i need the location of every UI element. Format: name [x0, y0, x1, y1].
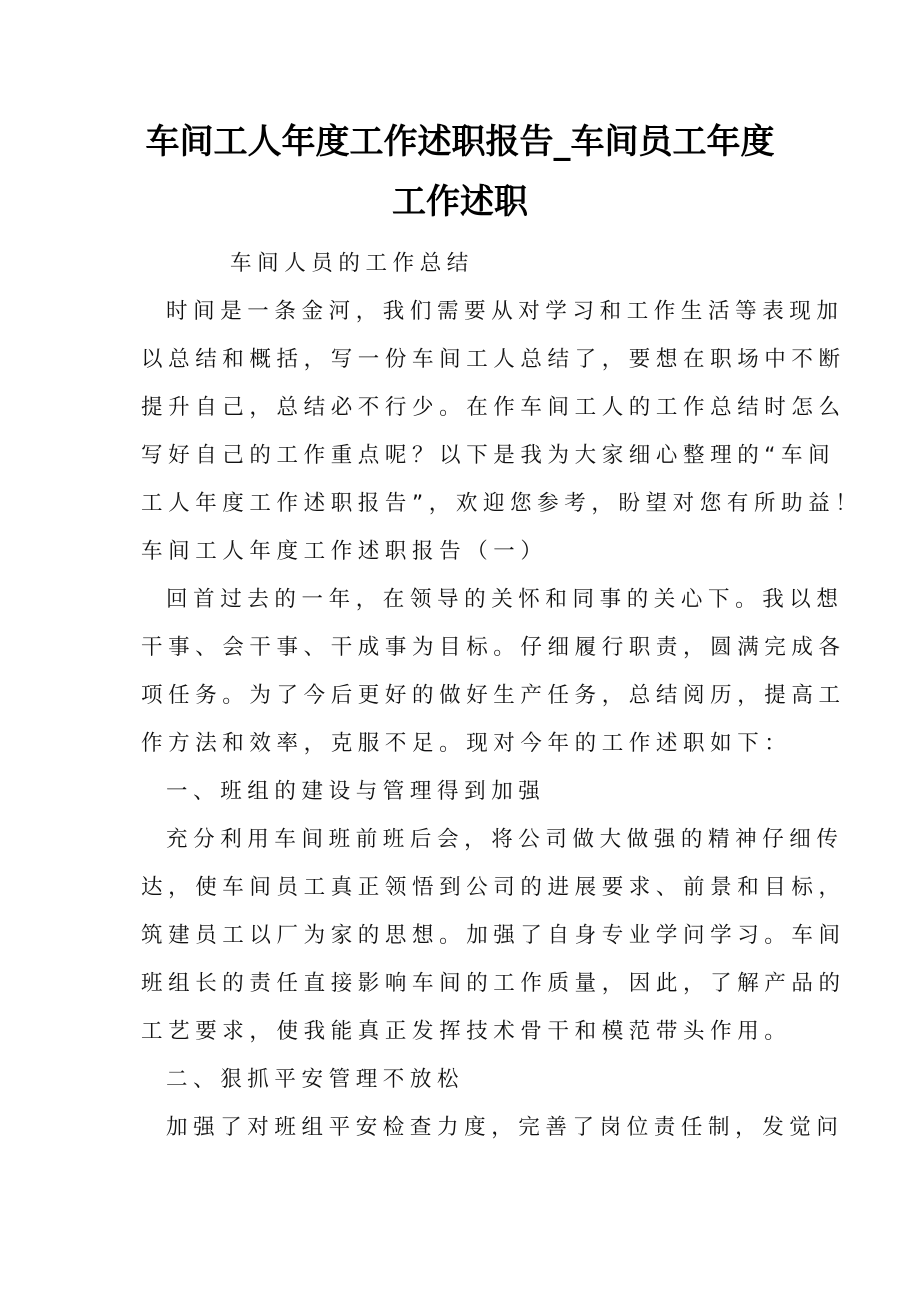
title-line-1: 车间工人年度工作述职报告_车间员工年度 [145, 122, 775, 162]
paragraph-line: 项任务。为了今后更好的做好生产任务，总结阅历，提高工 [141, 683, 846, 708]
paragraph-line: 以总结和概括，写一份车间工人总结了，要想在职场中不断 [141, 347, 846, 372]
paragraph-line: 工艺要求，使我能真正发挥技术骨干和模范带头作用。 [141, 1019, 792, 1044]
paragraph-line: 达，使车间员工真正领悟到公司的进展要求、前景和目标， [141, 875, 846, 900]
document-title [110, 112, 810, 232]
paragraph-line: 提升自己，总结必不行少。在作车间工人的工作总结时怎么 [141, 395, 846, 420]
paragraph-line: 时间是一条金河，我们需要从对学习和工作生活等表现加 [166, 299, 844, 324]
section-heading-team-building: 一、班组的建设与管理得到加强 [166, 779, 546, 804]
section-heading-safety: 二、狠抓平安管理不放松 [166, 1067, 465, 1092]
title-line-2: 工作述职 [392, 182, 528, 222]
paragraph-line: 回首过去的一年，在领导的关怀和同事的关心下。我以想 [166, 587, 844, 612]
paragraph-line: 充分利用车间班前班后会，将公司做大做强的精神仔细传 [166, 827, 844, 852]
paragraph-line: 筑建员工以厂为家的思想。加强了自身专业学问学习。车间 [141, 923, 846, 948]
paragraph-line: 写好自己的工作重点呢？以下是我为大家细心整理的“车间 [141, 443, 836, 468]
paragraph-line: 班组长的责任直接影响车间的工作质量，因此，了解产品的 [141, 971, 846, 996]
paragraph-line: 作方法和效率，克服不足。现对今年的工作述职如下： [141, 731, 792, 756]
paragraph-line: 加强了对班组平安检查力度，完善了岗位责任制，发觉问 [166, 1115, 844, 1140]
subtitle-summary: 车间人员的工作总结 [230, 251, 474, 276]
paragraph-line: 干事、会干事、干成事为目标。仔细履行职责，圆满完成各 [141, 635, 846, 660]
paragraph-line: 工人年度工作述职报告”，欢迎您参考，盼望对您有所助益！ [141, 491, 863, 516]
section-heading-report-one: 车间工人年度工作述职报告（一） [141, 539, 548, 564]
